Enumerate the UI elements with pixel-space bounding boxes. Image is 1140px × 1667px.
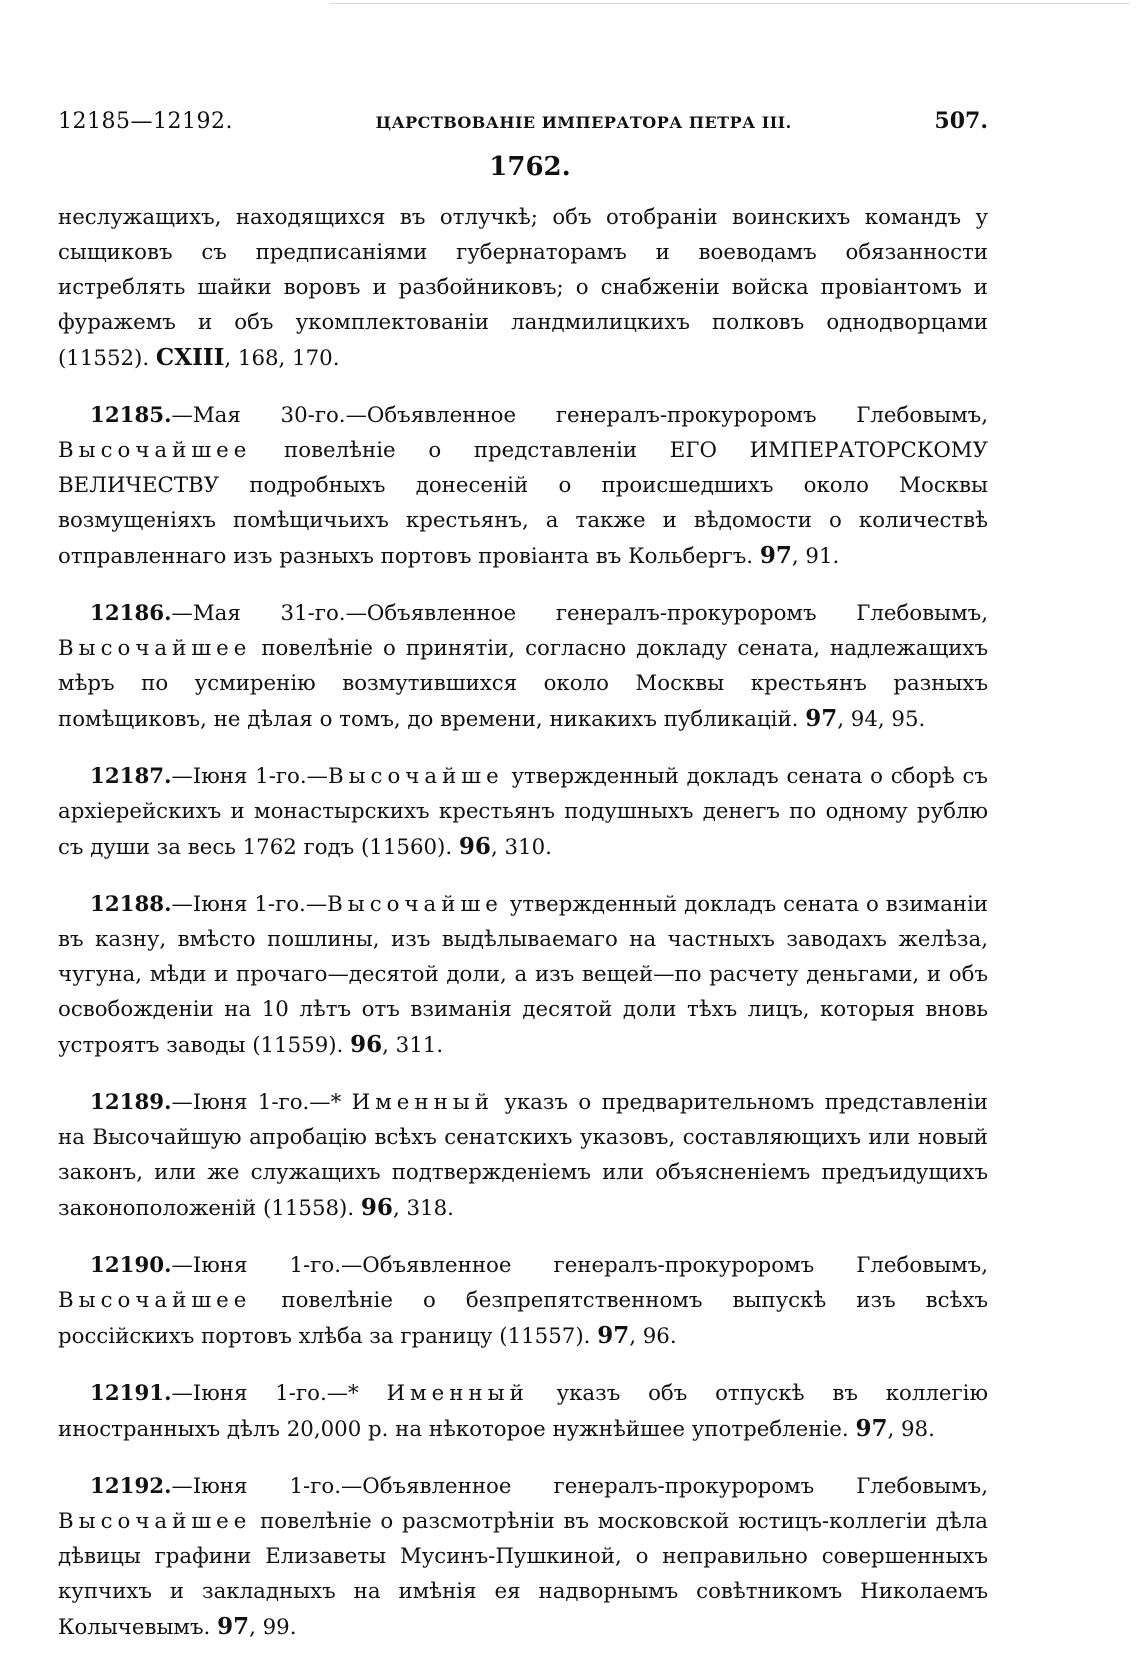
- entry-ref-pages: , 99.: [249, 1615, 297, 1640]
- entry-body: указъ о предварительномъ представленіи на Высочайшую апробацію всѣхъ сенатскихъ указовъ, составляющихъ или новый законъ, или же служащихъ подтвержденіемъ или объясненіемъ предъидущихъ законоположеній (11558).: [58, 1090, 988, 1221]
- entry-number: 12187.: [90, 764, 172, 789]
- entry-12192: [58, 1469, 988, 1645]
- entry-date: —Іюня 1-го.—*: [171, 1090, 352, 1115]
- entry-ref-volume: 96: [360, 1194, 393, 1221]
- entry-body: повелѣніе о принятіи, согласно докладу сената, надлежащихъ мѣръ по усмиренію возмутившихся около Москвы крестьянъ разныхъ помѣщиковъ, не дѣлая о томъ, до времени, никакихъ публикацій.: [58, 636, 988, 732]
- entry-number: 12189.: [90, 1090, 172, 1115]
- entry-number: 12191.: [90, 1381, 172, 1406]
- year-heading: 1762.: [489, 152, 571, 182]
- entry-ref-pages: , 96.: [629, 1324, 677, 1349]
- entry-spaced-word: Высочайшее: [58, 636, 252, 661]
- entry-date: —Мая 31-го.—: [171, 601, 367, 626]
- page-body: [58, 200, 988, 1667]
- entry-12186: [58, 596, 988, 737]
- running-header: [58, 108, 988, 138]
- entry-number: 12186.: [90, 601, 172, 626]
- entry-12191: [58, 1376, 988, 1447]
- entry-date: —Іюня 1-го.—: [171, 1253, 363, 1278]
- entry-number: 12185.: [90, 403, 172, 428]
- entry-body: повелѣніе о разсмотрѣніи въ московской юстицъ-коллегіи дѣла дѣвицы графини Елизаветы Мусинъ-Пушкиной, о неправильно совершенныхъ купчихъ и закладныхъ на имѣнія ея надворнымъ совѣтникомъ Николаемъ Колычевымъ.: [58, 1509, 988, 1640]
- entry-ref-volume: 96: [458, 833, 491, 860]
- continuation-ref-pages: , 168, 170.: [224, 346, 340, 371]
- entry-body: повелѣніе о представленіи ЕГО ИМПЕРАТОРСКОМУ ВЕЛИЧЕСТВУ подробныхъ донесеній о происшедшихъ около Москвы возмущеніяхъ помѣщичьихъ крестьянъ, а также и вѣдомости о количествѣ отправленнаго изъ разныхъ портовъ провіанта въ Кольбергъ.: [58, 438, 988, 569]
- entry-spaced-word: Высочайше: [327, 764, 504, 789]
- entry-date: —Іюня 1-го.—: [171, 1474, 363, 1499]
- entry-spaced-word: Высочайшее: [58, 1509, 252, 1534]
- entry-spaced-word: Именный: [386, 1381, 529, 1406]
- entry-pre: Объявленное генералъ-прокуроромъ Глебовымъ,: [362, 1253, 988, 1278]
- entry-ref-pages: , 91.: [791, 544, 840, 569]
- entry-ref-volume: 97: [855, 1415, 888, 1442]
- entry-ref-volume: 96: [350, 1031, 383, 1058]
- entry-pre: Объявленное генералъ-прокуроромъ Глебовымъ,: [366, 403, 988, 428]
- page-number: 507.: [934, 108, 988, 134]
- entry-number: 12190.: [90, 1253, 172, 1278]
- continuation-text: неслужащихъ, находящихся въ отлучкѣ; объ отобраніи воинскихъ командъ у сыщиковъ съ предписаніями губернаторамъ и воеводамъ обязанности истреблять шайки воровъ и разбойниковъ; о снабженіи войска провіантомъ и фуражемъ и объ укомплектованіи ландмилицкихъ полковъ однодворцами (11552).: [58, 205, 988, 371]
- continuation-ref-volume: CXIII: [155, 344, 225, 371]
- entry-body: повелѣніе о безпрепятственномъ выпускѣ изъ всѣхъ россійскихъ портовъ хлѣба за границу (11557).: [58, 1288, 988, 1349]
- entry-12187: [58, 759, 988, 865]
- header-title: ЦАРСТВОВАНІЕ ИМПЕРАТОРА ПЕТРА III.: [375, 113, 792, 132]
- entry-date: —Мая 30-го.—: [171, 403, 367, 428]
- entry-number: 12192.: [90, 1474, 172, 1499]
- entry-12189: [58, 1085, 988, 1226]
- entry-12188: [58, 887, 988, 1063]
- entry-ref-pages: , 94, 95.: [837, 707, 926, 732]
- continuation-paragraph: [58, 200, 988, 376]
- entry-number: 12188.: [90, 892, 172, 917]
- entry-ref-volume: 97: [805, 705, 838, 732]
- entry-spaced-word: Именный: [351, 1090, 494, 1115]
- entry-ref-pages: , 311.: [382, 1033, 444, 1058]
- entry-ref-pages: , 318.: [392, 1196, 454, 1221]
- entry-spaced-word: Высочайшее: [58, 438, 252, 463]
- entry-ref-pages: , 98.: [887, 1417, 935, 1442]
- header-entry-range: 12185—12192.: [58, 109, 233, 134]
- entry-ref-volume: 97: [217, 1613, 250, 1640]
- entry-pre: Объявленное генералъ-прокуроромъ Глебовымъ,: [366, 601, 988, 626]
- entry-date: —Іюня 1-го.—: [171, 764, 328, 789]
- top-rule: [330, 3, 1130, 4]
- entry-ref-volume: 97: [759, 542, 792, 569]
- entry-body: указъ объ отпускѣ въ коллегію иностранныхъ дѣлъ 20,000 р. на нѣкоторое нужнѣйшее употребленіе.: [58, 1381, 988, 1442]
- entry-ref-pages: , 310.: [490, 835, 552, 860]
- entry-pre: Объявленное генералъ-прокуроромъ Глебовымъ,: [362, 1474, 988, 1499]
- entry-12190: [58, 1248, 988, 1354]
- entry-date: —Іюня 1-го.—*: [171, 1381, 387, 1406]
- entry-spaced-word: Высочайше: [327, 892, 503, 917]
- entry-body: утвержденный докладъ сената о взиманіи въ казну, вмѣсто пошлины, изъ выдѣлываемаго на частныхъ заводахъ желѣза, чугуна, мѣди и прочаго—десятой доли, а изъ вещей—по расчету деньгами, и объ освобожденіи на 10 лѣтъ отъ взиманія десятой доли тѣхъ лицъ, которыя вновь устроятъ заводы (11559).: [58, 892, 988, 1058]
- entry-12185: [58, 398, 988, 574]
- entry-date: —Іюня 1-го.—: [171, 892, 328, 917]
- entry-body: утвержденный докладъ сената о сборѣ съ архіерейскихъ и монастырскихъ крестьянъ подушныхъ денегъ по одному рублю съ души за весь 1762 годъ (11560).: [58, 764, 988, 860]
- entry-spaced-word: Высочайшее: [58, 1288, 252, 1313]
- entry-ref-volume: 97: [597, 1322, 630, 1349]
